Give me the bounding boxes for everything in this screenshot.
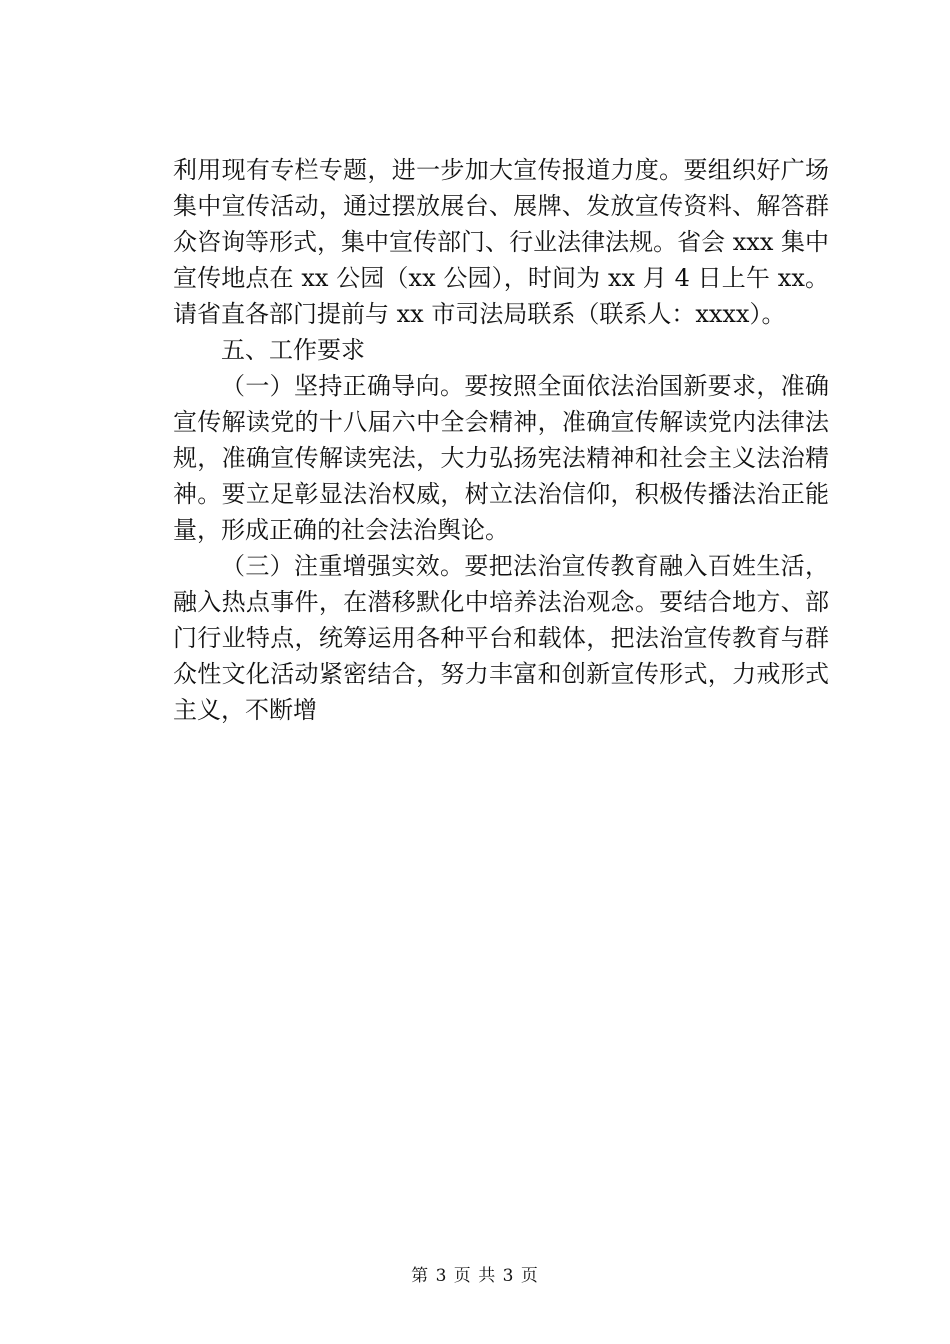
paragraph-publicity-activity: 利用现有专栏专题，进一步加大宣传报道力度。要组织好广场集中宣传活动，通过摆放展台、展牌、发放宣传资料、解答群众咨询等形式，集中宣传部门、行业法律法规。省会 xxx 集中宣传地点在 xx 公园（xx 公园），时间为 xx 月 4 日上午 xx。请省直各部门提前与 xx 市司法局联系（联系人：xxxx）。 xyxy=(173,156,829,328)
paragraph-correct-orientation: （一）坚持正确导向。要按照全面依法治国新要求，准确宣传解读党的十八届六中全会精神，准确宣传解读党内法律法规，准确宣传解读宪法，大力弘扬宪法精神和社会主义法治精神。要立足彰显法治权威，树立法治信仰，积极传播法治正能量，形成正确的社会法治舆论。 xyxy=(173,372,829,544)
page-footer: 第 3 页 共 3 页 xyxy=(411,1266,539,1286)
paragraph-enhance-effectiveness: （三）注重增强实效。要把法治宣传教育融入百姓生活，融入热点事件，在潜移默化中培养法治观念。要结合地方、部门行业特点，统筹运用各种平台和载体，把法治宣传教育与群众性文化活动紧密结合，努力丰富和创新宣传形式，力戒形式主义，不断增 xyxy=(173,552,829,724)
document-body xyxy=(173,152,829,728)
section-heading-work-requirements: 五、工作要求 xyxy=(221,336,365,364)
